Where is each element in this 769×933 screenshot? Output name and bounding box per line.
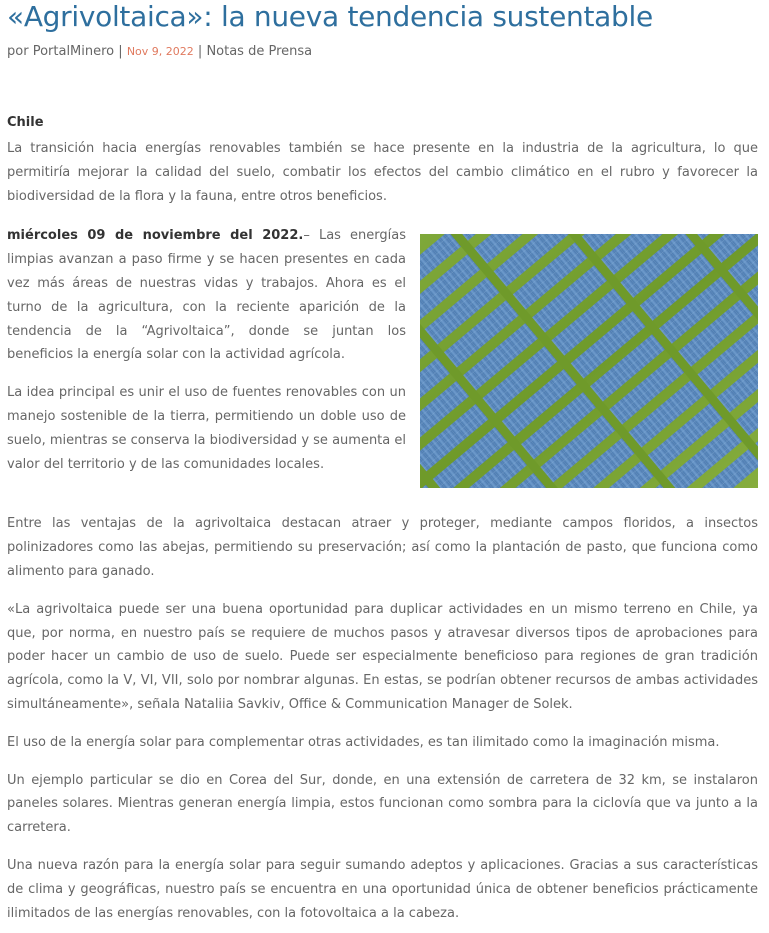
article-body bbox=[7, 224, 758, 925]
paragraph-6: Un ejemplo particular se dio en Corea del Sur, donde, en una extensión de carretera de 32 km, se instalaron paneles solares. Mientras generan energía limpia, estos funcionan como sombra para la ciclovía que va junto a la carretera. bbox=[7, 772, 758, 836]
paragraph-4: «La agrivoltaica puede ser una buena oportunidad para duplicar actividades en un mismo terreno en Chile, ya que, por norma, en nuestro país se requiere de muchos pasos y atravesar diversos tipos de aprobaciones para poder hacer un cambio de uso de suelo. Puede ser especialmente beneficioso para regiones de gran tradición agrícola, como la V, VI, VII, solo por nombrar algunas. En estas, se podrían obtener recursos de ambas actividades simultáneamente», señala Nataliia Savkiv, Office & Communication Manager de Solek. bbox=[7, 601, 758, 712]
meta-separator: | bbox=[197, 44, 203, 59]
paragraph-1-text: – Las energías limpias avanzan a paso firme y se hacen presentes en cada vez más áreas de nuestras vidas y trabajos. Ahora es el turno de la agricultura, con la reciente aparición de la tendencia de la “Agrivoltaica”, donde se juntan los beneficios la energía solar con la actividad agrícola. bbox=[7, 228, 407, 363]
paragraph-5: El uso de la energía solar para complementar otras actividades, es tan ilimitado como la imaginación misma. bbox=[7, 734, 720, 750]
category-link[interactable]: Notas de Prensa bbox=[206, 44, 313, 59]
paragraph-7: Una nueva razón para la energía solar para seguir sumando adeptos y aplicaciones. Gracias a sus características de clima y geográficas, nuestro país se encuentra en una oportunidad única de obtener beneficios prácticamente ilimitados de las energías renovables, con la fotovoltaica a la cabeza. bbox=[7, 857, 758, 921]
article-meta bbox=[7, 42, 758, 62]
article-title: «Agrivoltaica»: la nueva tendencia sustentable bbox=[7, 0, 653, 33]
article bbox=[7, 0, 758, 925]
author-link[interactable]: PortalMinero bbox=[32, 44, 115, 59]
article-lead: La transición hacia energías renovables también se hace presente en la industria de la agricultura, lo que permitiría mejorar la calidad del suelo, combatir los efectos del cambio climático en el rubro y favorecer la biodiversidad de la flora y la fauna, entre otros beneficios. bbox=[7, 141, 758, 204]
byline-prefix: por bbox=[7, 44, 29, 59]
meta-separator: | bbox=[118, 44, 123, 59]
article-location: Chile bbox=[7, 115, 44, 130]
publish-date: Nov 9, 2022 bbox=[126, 45, 194, 58]
paragraph-2: La idea principal es unir el uso de fuentes renovables con un manejo sostenible de la tierra, permitiendo un doble uso de suelo, mientras se conserva la biodiversidad y se aumenta el valor del territorio y de las comunidades locales. bbox=[7, 385, 406, 472]
dateline: miércoles 09 de noviembre del 2022. bbox=[7, 228, 304, 244]
paragraph-3: Entre las ventajas de la agrivoltaica destacan atraer y proteger, mediante campos floridos, a insectos polinizadores como las abejas, permitiendo su preservación; así como la plantación de pasto, que funciona como alimento para ganado. bbox=[7, 516, 758, 579]
solar-field-photo bbox=[420, 234, 758, 488]
